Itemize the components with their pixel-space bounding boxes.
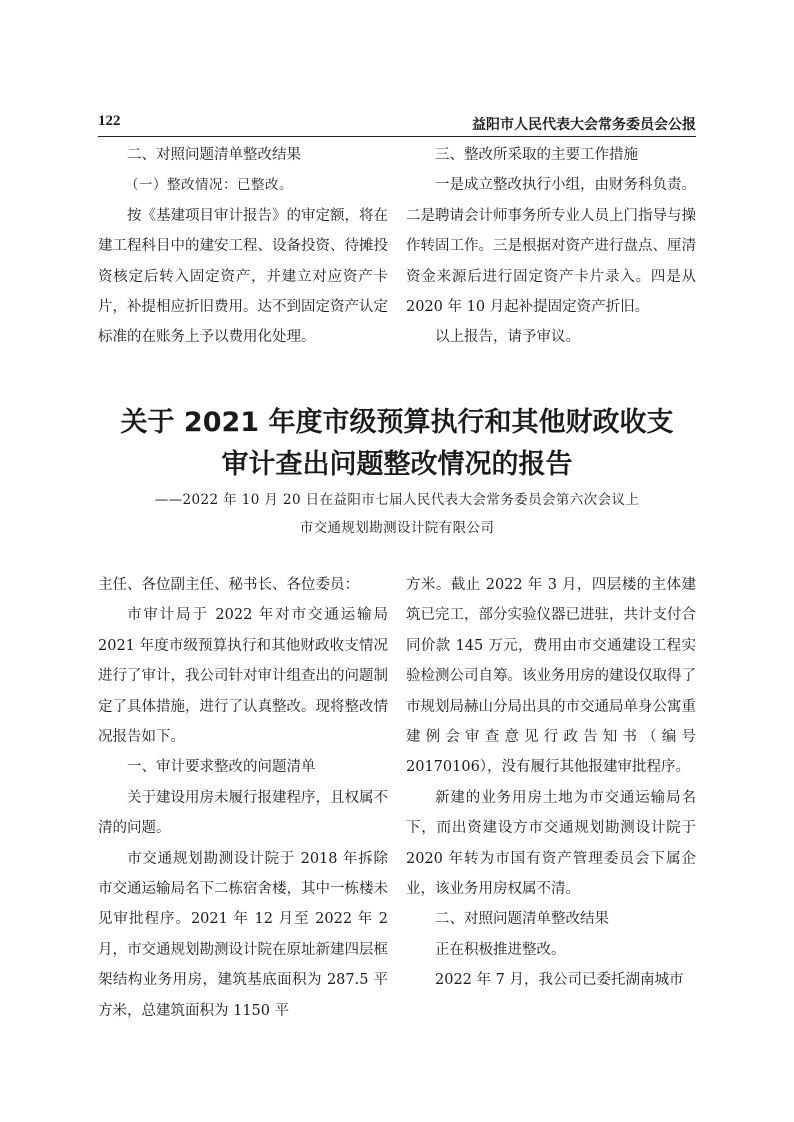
paragraph: 市审计局于 2022 年对市交通运输局 2021 年度市级预算执行和其他财政收支情况进行了审计，我公司针对审计组查出的问题制定了具体措施，进行了认真整改。现将整改情况报告如下。	[98, 607, 388, 746]
page-header	[98, 113, 696, 135]
rectification-status: （一）整改情况：已整改。	[125, 177, 293, 194]
article-author: 市交通规划勘测设计院有限公司	[299, 520, 495, 536]
paragraph: 按《基建项目审计报告》的审定额，将在建工程科目中的建安工程、设备投资、待摊投资核定后转入固定资产，并建立对应资产卡片，补提相应折旧费用。达不到固定资产认定标准的在账务上予以费用化处理。	[98, 207, 388, 346]
paragraph: 新建的业务用房土地为市交通运输局名下，而出资建设方市交通规划勘测设计院于 2020 年转为市国有资产管理委员会下属企业，该业务用房权属不清。	[406, 789, 696, 898]
article-title-line-1: 关于 2021 年度市级预算执行和其他财政收支	[120, 407, 674, 438]
prev-report-right-column	[406, 140, 696, 353]
article-subtitle: ——2022 年 10 月 20 日在益阳市七届人民代表大会常务委员会第六次会议上	[154, 492, 640, 508]
salutation: 主任、各位副主任、秘书长、各位委员：	[98, 577, 359, 593]
paragraph: 一是成立整改执行小组，由财务科负责。二是聘请会计师事务所专业人员上门指导与操作转固工作。三是根据对资产进行盘点、厘清资金来源后进行固定资产卡片录入。四是从 2020 年 10 月起补提固定资产折旧。	[406, 177, 696, 316]
section-heading: 二、对照问题清单整改结果	[435, 911, 609, 928]
closing-line: 以上报告，请予审议。	[435, 329, 580, 346]
article-left-column	[98, 570, 388, 1026]
article-right-column	[406, 570, 696, 996]
paragraph: 2022 年 7 月，我公司已委托湖南城市	[435, 972, 684, 989]
article-title-line-2: 审计查出问题整改情况的报告	[221, 449, 573, 480]
section-heading: 二、对照问题清单整改结果	[127, 147, 301, 163]
paragraph: 市交通规划勘测设计院于 2018 年拆除市交通运输局名下二栋宿舍楼，其中一栋楼未见审批程序。2021 年 12 月至 2022 年 2 月，市交通规划勘测设计院在原址新建四层框架结构业务用房，建筑基底面积为 287.5 平方米，总建筑面积为 1150 平	[98, 850, 388, 1019]
paragraph-continued: 方米。截止 2022 年 3 月，四层楼的主体建筑已完工，部分实验仪器已进驻，共计支付合同价款 145 万元，费用由市交通建设工程实验检测公司自筹。该业务用房的建设仅取得了市规划局赫山分局出具的市交通局单身公寓重建例会审查意见行政告知书（编号 20170106），没有履行其他报建审批程序。	[406, 577, 696, 776]
paragraph: 正在积极推进整改。	[435, 941, 566, 958]
header-rule	[98, 136, 696, 137]
prev-report-left-column	[98, 140, 388, 353]
paragraph: 关于建设用房未履行报建程序，且权属不清的问题。	[98, 789, 388, 837]
section-heading: 三、整改所采取的主要工作措施	[435, 147, 638, 163]
section-heading: 一、审计要求整改的问题清单	[127, 759, 316, 776]
publication-title: 益阳市人民代表大会常务委员会公报	[472, 117, 696, 133]
page-number: 122	[98, 113, 121, 129]
